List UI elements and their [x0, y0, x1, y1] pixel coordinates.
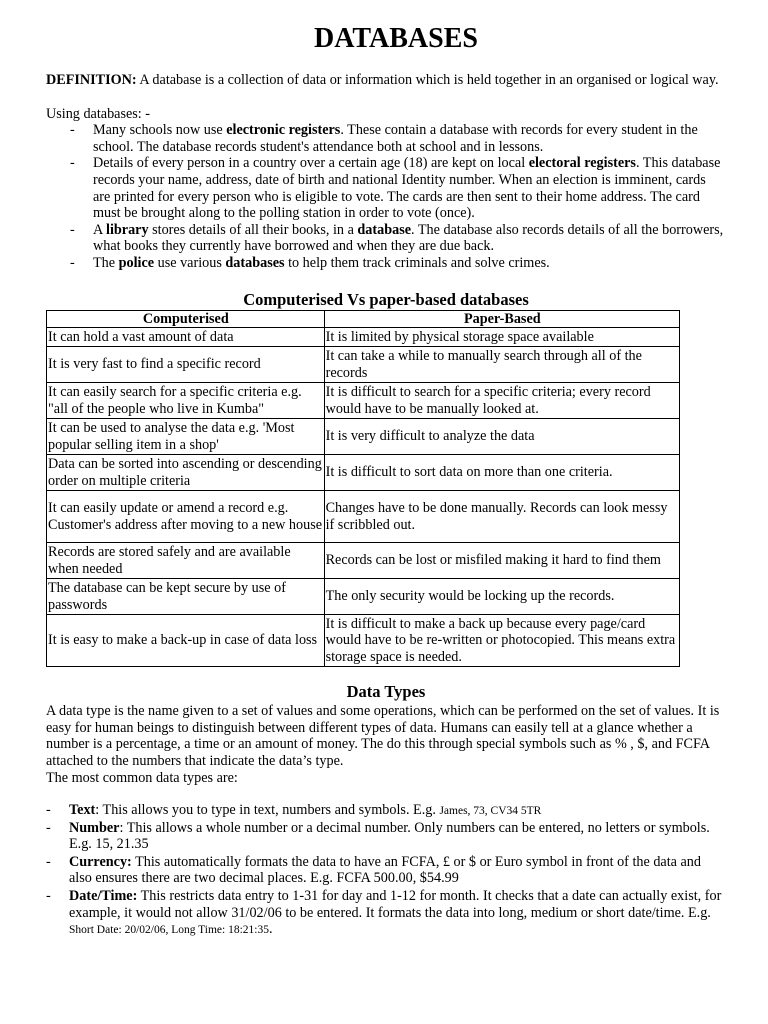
table-cell: It is easy to make a back-up in case of data loss [47, 615, 325, 667]
list-item: - Details of every person in a country over a certain age (18) are kept on local electoral registers. This database records your name, address, date of birth and national Identity number. When an election is imminent, cards are printed for every person who is eligible to vote. The cards are then sent to their home address. The card must be brought along to the polling station in order to vote (once). [46, 155, 726, 221]
table-row [47, 455, 680, 491]
table-cell: It can be used to analyse the data e.g. 'Most popular selling item in a shop' [47, 419, 325, 455]
page-title: DATABASES [314, 23, 478, 54]
data-types-common-line: The most common data types are: [46, 769, 238, 786]
table-row [47, 615, 680, 667]
table-row [47, 579, 680, 615]
definition-text: A database is a collection of data or information which is held together in an organised or logical way. [136, 72, 719, 88]
table-cell: It can easily update or amend a record e.g. Customer's address after moving to a new house [47, 491, 325, 543]
list-item: - Currency: This automatically formats the data to have an FCFA, £ or $ or Euro symbol in front of the data and also ensures there are two decimal places. E.g. FCFA 500.00, $54.99 [46, 854, 726, 888]
list-item: - Many schools now use electronic registers. These contain a database with records for every student in the school. The database records student's attendance both at school and in lessons. [46, 122, 726, 155]
data-types-list [46, 802, 726, 939]
list-item: - The police use various databases to help them track criminals and solve crimes. [46, 255, 726, 272]
list-item: - A library stores details of all their books, in a database. The database also records details of all the borrowers, what books they currently have borrowed and when they are due back. [46, 222, 726, 255]
table-cell: The only security would be locking up the records. [324, 579, 679, 615]
table-cell: It is very difficult to analyze the data [324, 419, 679, 455]
table-cell: It is difficult to make a back up because every page/card would have to be re-written or photocopied. This means extra storage space is needed. [324, 615, 679, 667]
table-row [47, 491, 680, 543]
table-row [47, 543, 680, 579]
definition-paragraph [46, 72, 726, 89]
table-row [47, 419, 680, 455]
comparison-table [46, 310, 680, 668]
data-types-intro: A data type is the name given to a set of values and some operations, which can be performed on the set of values. It is easy for human beings to distinguish between different types of data. Humans can easily tell at a glance whether a number is a percentage, a time or an amount of money. The do this through special symbols such as % , $, and FCFA attached to the numbers that indicate the data’s type. [46, 703, 720, 769]
list-item: - Number: This allows a whole number or a decimal number. Only numbers can be entered, no letters or symbols. E.g. 15, 21.35 [46, 820, 726, 854]
table-row [47, 383, 680, 419]
table-cell: Records are stored safely and are available when needed [47, 543, 325, 579]
table-row [47, 328, 680, 347]
data-types-title: Data Types [346, 682, 426, 702]
comparison-title: Computerised Vs paper-based databases [243, 289, 529, 309]
list-item: - Date/Time: This restricts data entry to 1-31 for day and 1-12 for month. It checks that a date can actually exist, for example, it would not allow 31/02/06 to be entered. It formats the data into long, medium or short date/time. E.g. Short Date: 20/02/06, Long Time: 18:21:35. [46, 888, 726, 939]
document-page [46, 22, 726, 939]
table-cell: It can easily search for a specific criteria e.g. "all of the people who live in Kumba" [47, 383, 325, 419]
table-cell: Changes have to be done manually. Records can look messy if scribbled out. [324, 491, 679, 543]
using-databases-list [46, 122, 726, 271]
table-cell: Records can be lost or misfiled making it hard to find them [324, 543, 679, 579]
column-header-paper-based: Paper-Based [324, 310, 679, 328]
table-header-row [47, 310, 680, 328]
table-cell: It is very fast to find a specific record [47, 347, 325, 383]
table-cell: The database can be kept secure by use of passwords [47, 579, 325, 615]
using-databases-heading: Using databases: - [46, 105, 151, 122]
table-cell: It is limited by physical storage space available [324, 328, 679, 347]
table-row [47, 347, 680, 383]
table-cell: It is difficult to sort data on more than one criteria. [324, 455, 679, 491]
table-cell: Data can be sorted into ascending or descending order on multiple criteria [47, 455, 325, 491]
list-item: - Text: This allows you to type in text, numbers and symbols. E.g. James, 73, CV34 5TR [46, 802, 726, 820]
table-cell: It is difficult to search for a specific criteria; every record would have to be manually looked at. [324, 383, 679, 419]
table-cell: It can take a while to manually search through all of the records [324, 347, 679, 383]
definition-label: DEFINITION: [46, 72, 137, 88]
column-header-computerised: Computerised [47, 310, 325, 328]
table-cell: It can hold a vast amount of data [47, 328, 325, 347]
